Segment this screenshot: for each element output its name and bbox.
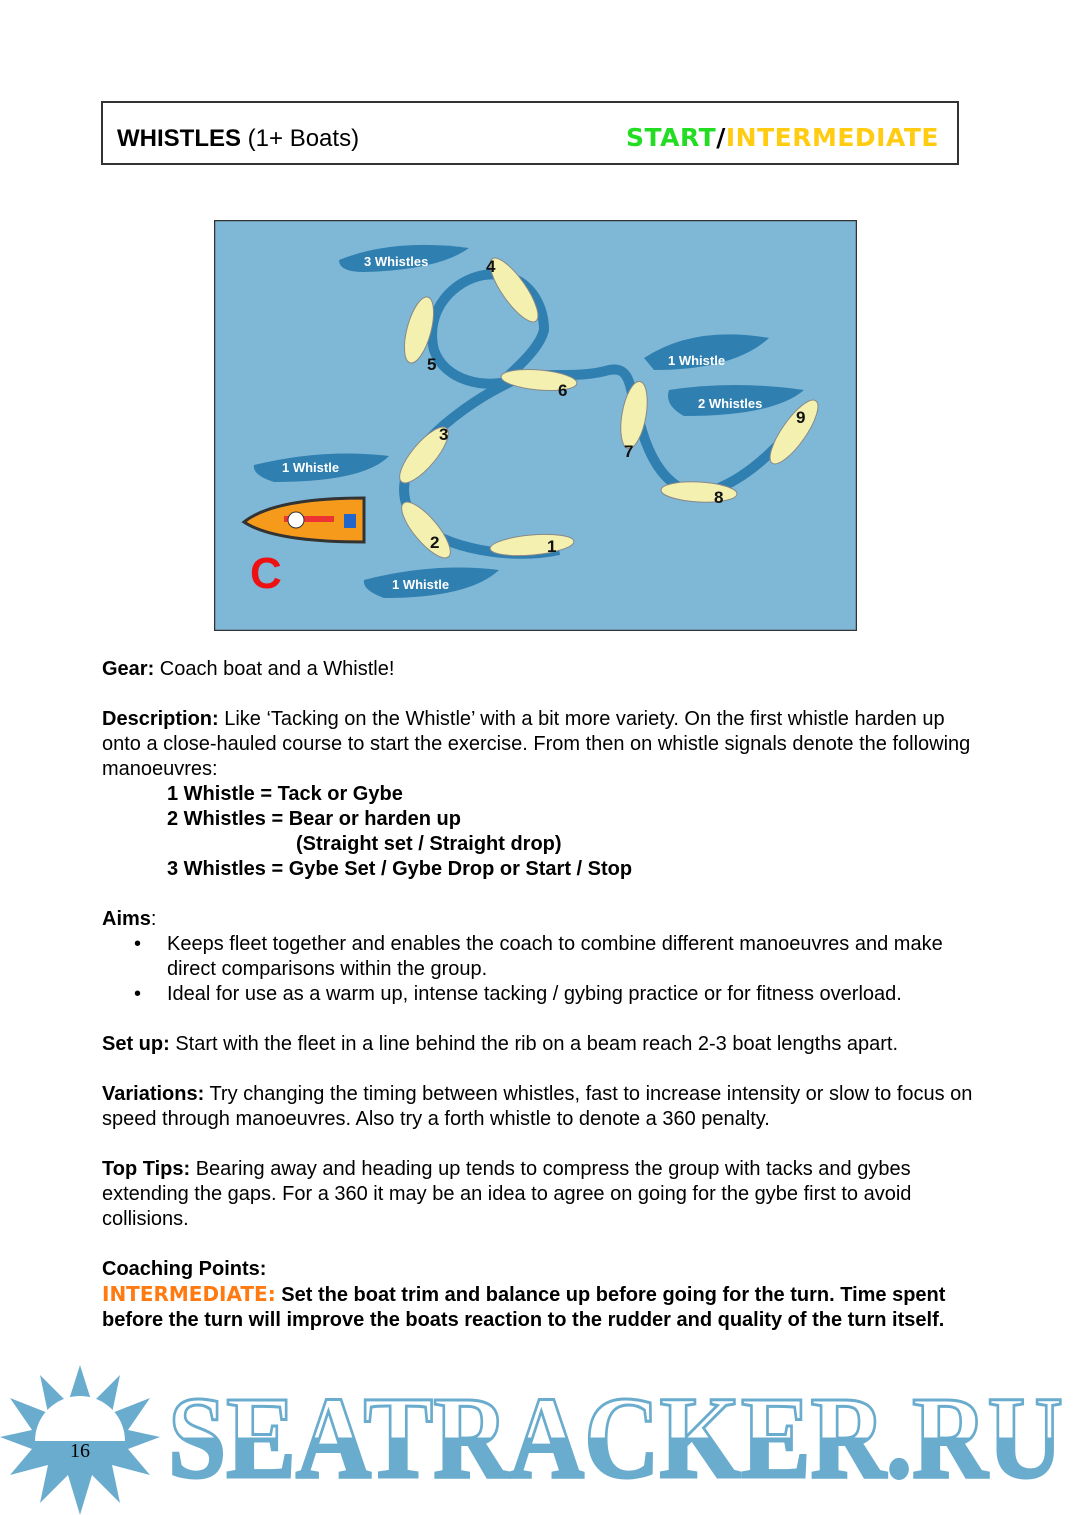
- watermark-logo: [0, 1365, 1080, 1515]
- aim-item: • Keeps fleet together and enables the coach to combine different manoeuvres and make direct comparisons within the group.: [102, 932, 977, 982]
- level-intermediate: INTERMEDIATE: [725, 123, 939, 152]
- callout-1-whistle-c: 1 Whistle: [392, 577, 450, 592]
- setup-text: Start with the fleet in a line behind the rib on a beam reach 2-3 boat lengths apart.: [169, 1033, 899, 1055]
- description-label: Description:: [102, 708, 219, 730]
- gear-label: Gear:: [102, 658, 155, 680]
- coaching-level: INTERMEDIATE:: [102, 1282, 276, 1306]
- coaching-text: Set the boat trim and balance up before going for the turn. Time spent before the turn will improve the boats reaction to the rudder and quality of the turn itself.: [102, 1284, 946, 1331]
- signal-1: 1 Whistle = Tack or Gybe: [167, 783, 403, 805]
- boat-number-6: 6: [558, 381, 568, 400]
- boat-number-9: 9: [796, 408, 806, 427]
- watermark-text: SEATRACKER.RU: [168, 1372, 1063, 1503]
- boat-number-2: 2: [430, 533, 440, 552]
- signal-2: 2 Whistles = Bear or harden up: [167, 808, 461, 830]
- tips-label: Top Tips:: [102, 1158, 191, 1180]
- tips-section: [102, 1157, 977, 1232]
- setup-section: [102, 1032, 977, 1057]
- variations-section: [102, 1082, 977, 1132]
- coaching-label: Coaching Points:: [102, 1258, 267, 1280]
- boat-number-1: 1: [547, 537, 557, 556]
- callout-1-whistle-a: 1 Whistle: [668, 353, 726, 368]
- aims-colon: :: [150, 908, 157, 930]
- aims-section: [102, 907, 977, 1007]
- aim-item: • Ideal for use as a warm up, intense tacking / gybing practice or for fitness overload.: [102, 982, 977, 1007]
- setup-label: Set up:: [102, 1033, 170, 1055]
- callout-2-whistles: 2 Whistles: [698, 396, 763, 411]
- page-number: 16: [70, 1440, 90, 1462]
- boat-number-5: 5: [427, 355, 437, 374]
- coach-label: C: [250, 549, 282, 598]
- callout-3-whistles: 3 Whistles: [364, 254, 429, 269]
- level-label: [626, 123, 939, 152]
- description-text: Like ‘Tacking on the Whistle’ with a bit more variety. On the first whistle harden up onto a close-hauled course to start the exercise. From then on whistle signals denote the following manoeuvres:: [102, 708, 971, 780]
- level-sep: /: [716, 123, 726, 152]
- exercise-body: [102, 657, 977, 1333]
- variations-label: Variations:: [102, 1083, 205, 1105]
- aims-label: Aims: [102, 908, 151, 930]
- coaching-section: [102, 1257, 977, 1333]
- tips-text: Bearing away and heading up tends to compress the group with tacks and gybes extending the gaps. For a 360 it may be an idea to agree on going for the gybe first to avoid collisions.: [102, 1158, 912, 1230]
- signal-2-note: (Straight set / Straight drop): [296, 833, 562, 855]
- gear-section: [102, 657, 977, 682]
- description-section: [102, 707, 977, 882]
- whistles-diagram: [214, 220, 857, 631]
- variations-text: Try changing the timing between whistles, fast to increase intensity or slow to focus on speed through manoeuvres. Also try a forth whistle to denote a 360 penalty.: [102, 1083, 973, 1130]
- exercise-title: WHISTLES: [117, 125, 241, 152]
- boat-number-7: 7: [624, 442, 634, 461]
- boat-number-3: 3: [439, 425, 449, 444]
- exercise-header: [101, 101, 959, 165]
- level-start: START: [626, 123, 717, 152]
- exercise-subtitle: (1+ Boats): [247, 125, 360, 152]
- boat-number-4: 4: [486, 257, 496, 276]
- signal-3: 3 Whistles = Gybe Set / Gybe Drop or Start / Stop: [167, 858, 633, 880]
- boat-number-8: 8: [714, 488, 724, 507]
- callout-1-whistle-b: 1 Whistle: [282, 460, 340, 475]
- gear-text: Coach boat and a Whistle!: [154, 658, 395, 680]
